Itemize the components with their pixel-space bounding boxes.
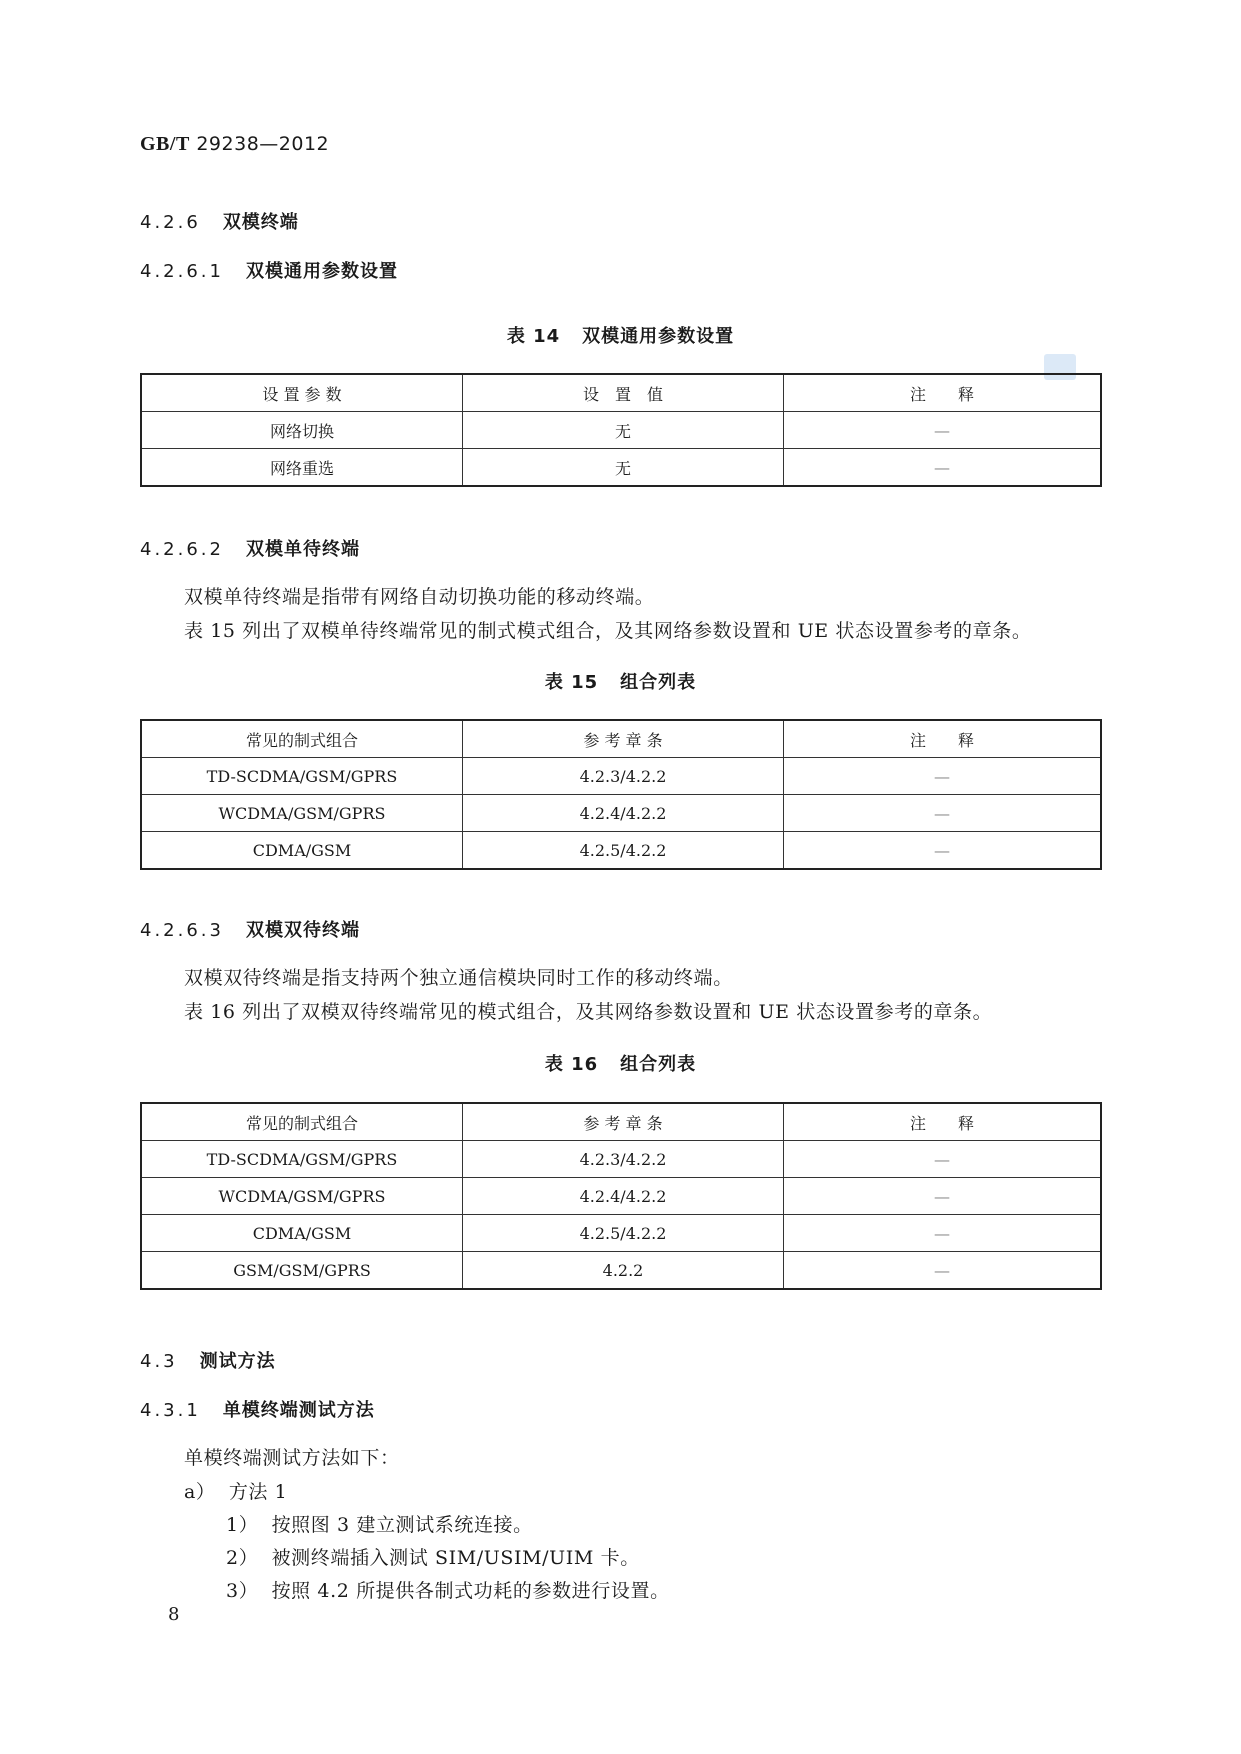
list-label: a）	[184, 1481, 216, 1503]
table-14	[140, 373, 1102, 487]
step-text: 按照图 3 建立测试系统连接。	[271, 1514, 533, 1536]
table-cell: 网络重选	[141, 449, 463, 487]
table-cell: TD-SCDMA/GSM/GPRS	[141, 1141, 463, 1178]
paragraph-4-3-1-intro: 单模终端测试方法如下：	[184, 1447, 400, 1469]
table-row	[141, 832, 1101, 870]
table-cell: —	[784, 1215, 1102, 1252]
list-item-a	[184, 1477, 287, 1504]
section-heading-4-2-6-1: 4.2.6.1 双模通用参数设置	[140, 261, 398, 282]
table-cell: 4.2.4/4.2.2	[463, 1178, 784, 1215]
step-item	[226, 1576, 670, 1603]
table-cell: 网络切换	[141, 412, 463, 449]
page-number: 8	[168, 1604, 180, 1625]
step-text: 被测终端插入测试 SIM/USIM/UIM 卡。	[271, 1547, 640, 1569]
section-heading-4-2-6-2: 4.2.6.2 双模单待终端	[140, 539, 360, 560]
table-cell: 4.2.5/4.2.2	[463, 832, 784, 870]
table-cell: TD-SCDMA/GSM/GPRS	[141, 758, 463, 795]
table-16	[140, 1102, 1102, 1290]
table-header-row	[141, 720, 1101, 758]
standard-number: 29238—2012	[196, 133, 330, 155]
table-cell: —	[784, 412, 1102, 449]
table-cell: WCDMA/GSM/GPRS	[141, 795, 463, 832]
header-cell: 设 置 值	[463, 374, 784, 412]
table-cell: 4.2.5/4.2.2	[463, 1215, 784, 1252]
header-cell: 注 释	[784, 374, 1102, 412]
section-heading-4-3: 4.3 测试方法	[140, 1351, 276, 1372]
paragraph-4-2-6-2-line-1: 双模单待终端是指带有网络自动切换功能的移动终端。	[184, 586, 655, 608]
header-cell: 常见的制式组合	[141, 1103, 463, 1141]
table-cell: 无	[463, 449, 784, 487]
section-heading-4-3-1: 4.3.1 单模终端测试方法	[140, 1400, 375, 1421]
table-cell: 4.2.2	[463, 1252, 784, 1290]
header-cell: 参 考 章 条	[463, 720, 784, 758]
table-cell: 4.2.3/4.2.2	[463, 758, 784, 795]
table-16-caption: 表 16 组合列表	[544, 1054, 697, 1075]
table-row	[141, 1252, 1101, 1290]
standard-header	[140, 133, 329, 156]
table-row	[141, 758, 1101, 795]
section-heading-4-2-6: 4.2.6 双模终端	[140, 212, 299, 233]
header-cell: 设 置 参 数	[141, 374, 463, 412]
table-row	[141, 795, 1101, 832]
paragraph-4-2-6-2-line-2: 表 15 列出了双模单待终端常见的制式模式组合，及其网络参数设置和 UE 状态设置参考的章条。	[184, 620, 1032, 642]
table-cell: —	[784, 832, 1102, 870]
list-text: 方法 1	[228, 1481, 288, 1503]
table-15	[140, 719, 1102, 870]
table-cell: WCDMA/GSM/GPRS	[141, 1178, 463, 1215]
header-cell: 参 考 章 条	[463, 1103, 784, 1141]
table-cell: GSM/GSM/GPRS	[141, 1252, 463, 1290]
table-row	[141, 1178, 1101, 1215]
header-cell: 注 释	[784, 720, 1102, 758]
table-cell: 4.2.3/4.2.2	[463, 1141, 784, 1178]
header-cell: 注 释	[784, 1103, 1102, 1141]
table-cell: —	[784, 758, 1102, 795]
table-row	[141, 1215, 1101, 1252]
table-cell: —	[784, 1141, 1102, 1178]
header-cell: 常见的制式组合	[141, 720, 463, 758]
section-heading-4-2-6-3: 4.2.6.3 双模双待终端	[140, 920, 360, 941]
table-header-row	[141, 374, 1101, 412]
table-row	[141, 449, 1101, 487]
table-cell: —	[784, 1252, 1102, 1290]
table-cell: —	[784, 1178, 1102, 1215]
table-row	[141, 1141, 1101, 1178]
table-cell: 4.2.4/4.2.2	[463, 795, 784, 832]
table-cell: —	[784, 449, 1102, 487]
table-14-caption: 表 14 双模通用参数设置	[506, 326, 735, 347]
table-cell: CDMA/GSM	[141, 832, 463, 870]
table-cell: CDMA/GSM	[141, 1215, 463, 1252]
standard-code: GB/T	[140, 133, 190, 155]
table-15-caption: 表 15 组合列表	[544, 672, 697, 693]
table-row	[141, 412, 1101, 449]
step-number: 2）	[226, 1547, 259, 1569]
table-cell: 无	[463, 412, 784, 449]
step-number: 3）	[226, 1580, 259, 1602]
table-cell: —	[784, 795, 1102, 832]
step-item	[226, 1510, 533, 1537]
step-item	[226, 1543, 640, 1570]
paragraph-4-2-6-3-line-2: 表 16 列出了双模双待终端常见的模式组合，及其网络参数设置和 UE 状态设置参考的章条。	[184, 1001, 993, 1023]
step-number: 1）	[226, 1514, 259, 1536]
table-header-row	[141, 1103, 1101, 1141]
step-text: 按照 4.2 所提供各制式功耗的参数进行设置。	[271, 1580, 670, 1602]
paragraph-4-2-6-3-line-1: 双模双待终端是指支持两个独立通信模块同时工作的移动终端。	[184, 967, 733, 989]
